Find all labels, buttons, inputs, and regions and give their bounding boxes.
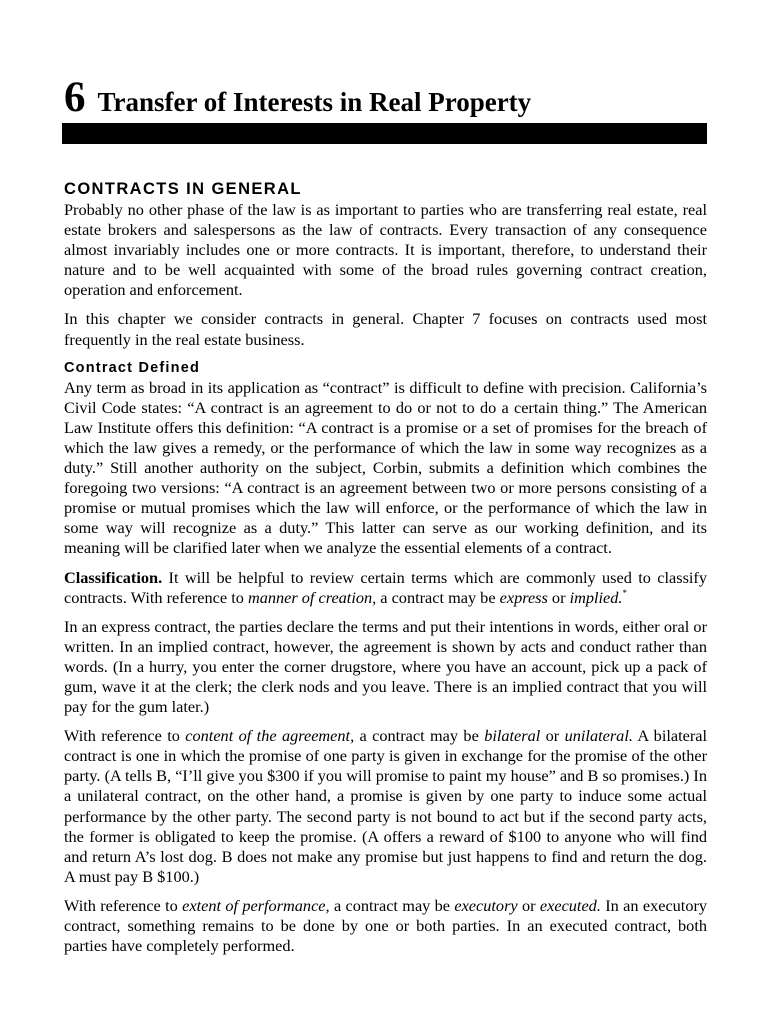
paragraph-contract-definition: Any term as broad in its application as “contract” is difficult to define with precision. California’s Civil Code states: “A contract is an agreement to do or not to do a certain thing.” The American Law Institute offers this definition: “A contract is a promise or a set of promises for the breach of which the law gives a remedy, or the performance of which the law in some way recognizes as a duty.” Still another authority on the subject, Corbin, submits a definition which combines the foregoing two versions: “A contract is an agreement between two or more persons consisting of a promise or mutual promises which the law will enforce, or the performance of which the law in some way will recognize as a duty.” This latter can serve as our working definition, and its meaning will be clarified later when we analyze the essential elements of a contract.: [64, 377, 707, 558]
section-heading-contracts-in-general: CONTRACTS IN GENERAL: [64, 180, 302, 198]
chapter-title: Transfer of Interests in Real Property: [97, 87, 532, 117]
paragraph-classification: Classification. It will be helpful to review certain terms which are commonly used to classify contracts. With reference to manner of creation, a contract may be express or implied.*: [64, 567, 707, 607]
footnote-marker: *: [622, 587, 627, 598]
subsection-heading-contract-defined: Contract Defined: [64, 359, 201, 376]
paragraph-bilateral-unilateral: With reference to content of the agreement, a contract may be bilateral or unilateral. A bilateral contract is one in which the promise of one party is given in exchange for the promise of the other party. (A tells B, “I’ll give you $300 if you will promise to paint my house” and B so promises.) In a unilateral contract, on the other hand, a promise is given by one party to induce some actual performance by the other party. The second party is not bound to act but if the second party acts, the former is obligated to keep the promise. (A offers a reward of $100 to anyone who will find and return A’s lost dog. B does not make any promise but just happens to find and return the dog. A must pay B $100.): [64, 726, 708, 886]
paragraph-express-implied: In an express contract, the parties declare the terms and put their intentions in words, either oral or written. In an implied contract, however, the agreement is shown by acts and conduct rather than words. (In a hurry, you enter the corner drugstore, where you have an account, pick up a pack of gum, wave it at the clerk; the clerk nods and you leave. There is an implied contract that you will pay for the gum later.): [64, 616, 707, 717]
chapter-rule-bar: [62, 123, 707, 144]
chapter-body: [64, 178, 707, 965]
chapter-heading: [64, 76, 531, 119]
paragraph-executory-executed: With reference to extent of performance, a contract may be executory or executed. In an executory contract, something remains to be done by one or both parties. In an executed contract, both parties have completely performed.: [64, 895, 708, 956]
paragraph-intro: Probably no other phase of the law is as important to parties who are transferring real estate, real estate brokers and salespersons as the law of contracts. Every transaction of any consequence almost invariably includes one or more contracts. It is important, therefore, to understand their nature and to be well acquainted with some of the broad rules governing contract creation, operation and enforcement.: [64, 200, 707, 300]
run-in-heading-classification: Classification.: [64, 567, 163, 587]
paragraph-chapter-overview: In this chapter we consider contracts in general. Chapter 7 focuses on contracts used most frequently in the real estate business.: [64, 309, 707, 349]
chapter-number: 6: [64, 74, 86, 121]
